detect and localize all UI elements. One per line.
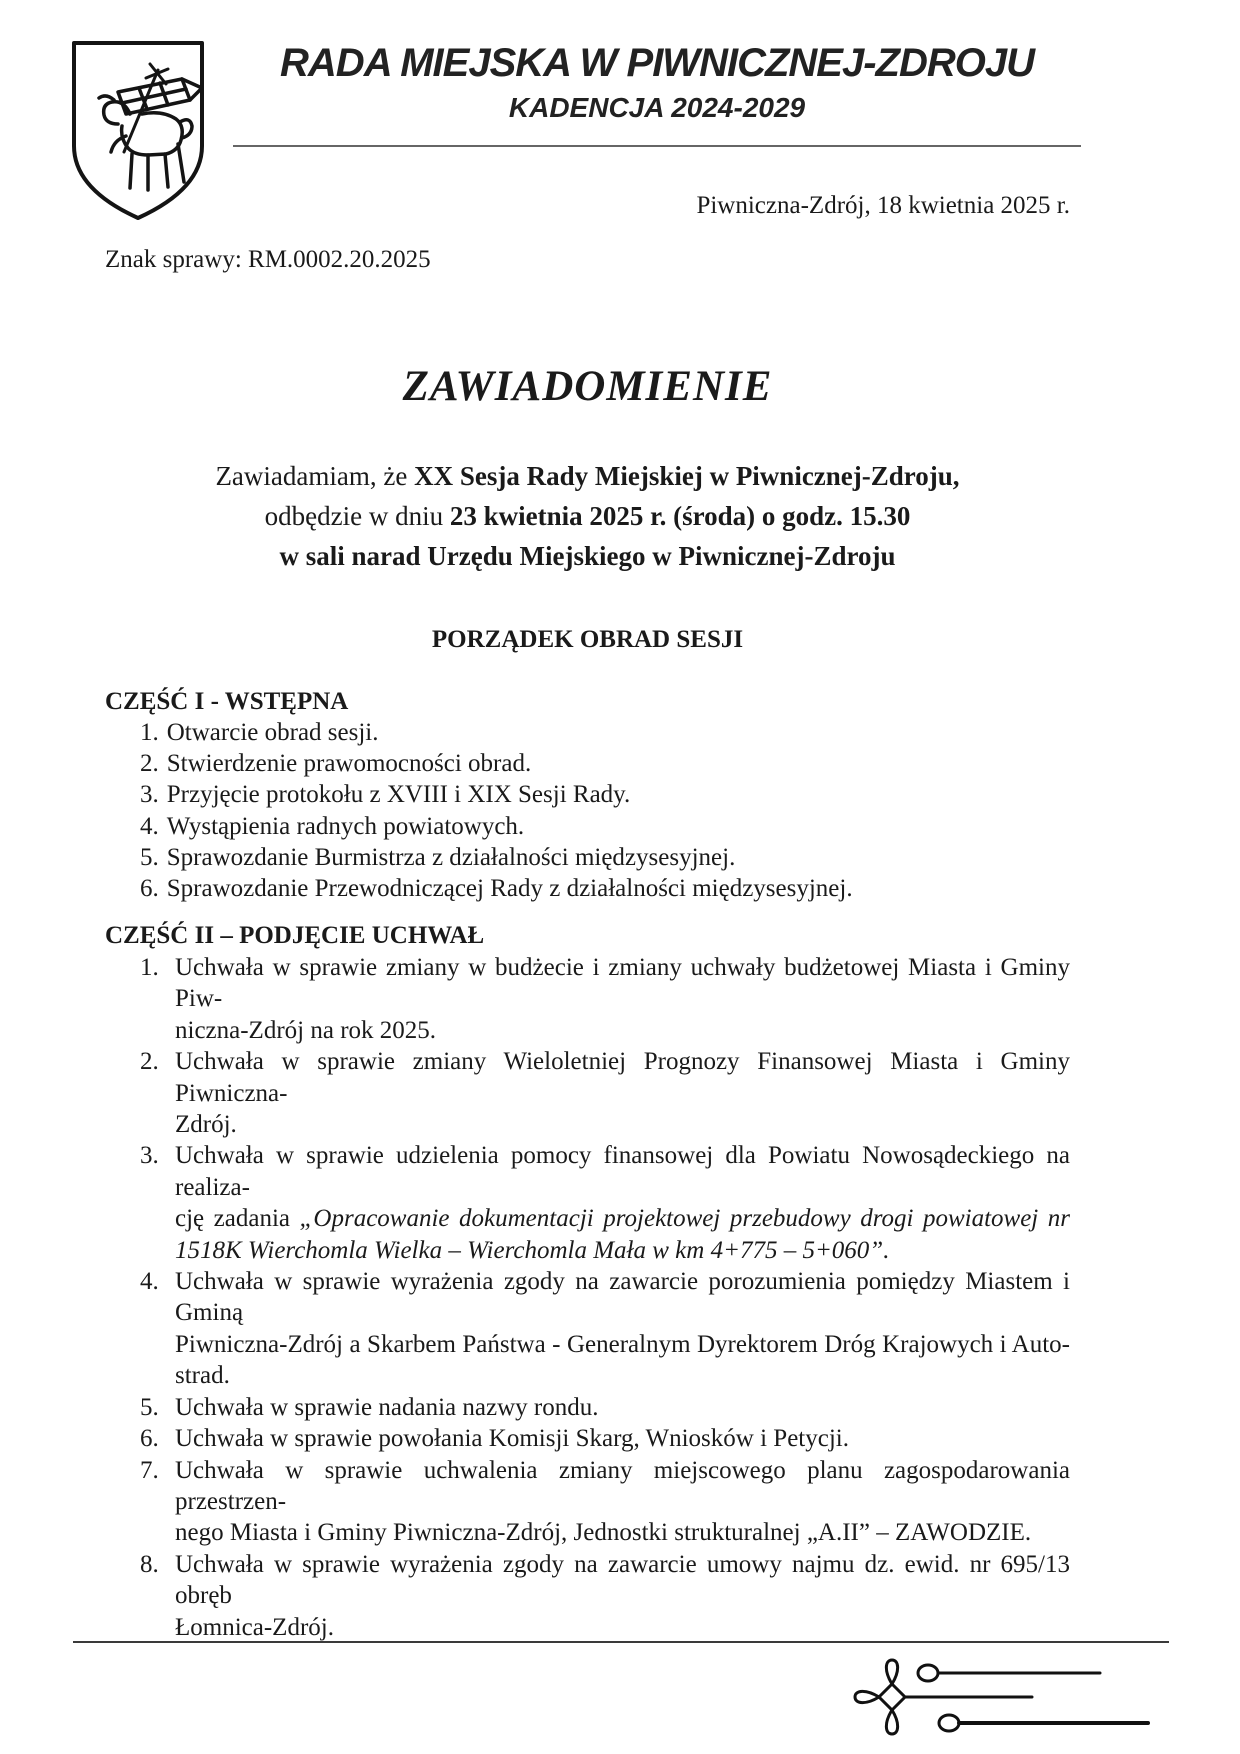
item-text xyxy=(175,1266,1070,1392)
part2-item xyxy=(140,1455,1070,1549)
part2-item xyxy=(140,1140,1070,1266)
council-title: RADA MIEJSKA W PIWNICZNEJ-ZDROJU xyxy=(280,41,1034,85)
item-number: 5. xyxy=(140,843,159,871)
item-line: Uchwała w sprawie powołania Komisji Skarg, Wniosków i Petycji. xyxy=(175,1425,849,1453)
item-line: cję zadania „Opracowanie dokumentacji projektowej przebudowy drogi powiatowej nr xyxy=(175,1205,1070,1233)
part2-item xyxy=(140,952,1070,1046)
item-line: Uchwała w sprawie nadania nazwy rondu. xyxy=(175,1393,599,1421)
item-text: Sprawozdanie Przewodniczącej Rady z działalności międzysesyjnej. xyxy=(166,875,853,903)
item-number: 3. xyxy=(140,1142,159,1170)
item-line: 1518K Wierchomla Wielka – Wierchomla Mała w km 4+775 – 5+060”. xyxy=(175,1236,890,1264)
item-number: 2. xyxy=(140,750,159,778)
item-text xyxy=(175,1392,1070,1423)
item-line: Uchwała w sprawie wyrażenia zgody na zawarcie umowy najmu dz. ewid. nr 695/13 obręb xyxy=(175,1550,1070,1610)
item-text: Przyjęcie protokołu z XVIII i XIX Sesji Rady. xyxy=(166,781,631,809)
item-text xyxy=(175,952,1070,1046)
item-line: Piwniczna-Zdrój a Skarbem Państwa - Generalnym Dyrektorem Dróg Krajowych i Auto- xyxy=(175,1330,1070,1358)
item-number: 6. xyxy=(140,1425,159,1453)
place-and-date: Piwniczna-Zdrój, 18 kwietnia 2025 r. xyxy=(696,192,1070,219)
item-text xyxy=(175,1549,1070,1643)
item-number: 4. xyxy=(140,1268,159,1296)
item-line: nego Miasta i Gminy Piwniczna-Zdrój, Jednostki strukturalnej „A.II” – ZAWODZIE. xyxy=(175,1519,1032,1547)
item-line: niczna-Zdrój na rok 2025. xyxy=(175,1016,437,1044)
part1-item xyxy=(140,717,1070,748)
part2-item xyxy=(140,1266,1070,1392)
item-text: Stwierdzenie prawomocności obrad. xyxy=(166,750,532,778)
item-line: Zdrój. xyxy=(175,1111,237,1139)
item-number: 5. xyxy=(140,1393,159,1421)
item-number: 1. xyxy=(140,719,159,746)
intro-line-3: w sali narad Urzędu Miejskiego w Piwnicznej-Zdroju xyxy=(279,541,896,571)
case-number-line xyxy=(105,246,1070,274)
notice-title: ZAWIADOMIENIE xyxy=(402,363,773,410)
council-term: KADENCJA 2024-2029 xyxy=(508,92,806,123)
part2-item xyxy=(140,1046,1070,1140)
part1-item xyxy=(140,873,1070,904)
item-line: Uchwała w sprawie udzielenia pomocy finansowej dla Powiatu Nowosądeckiego na realiza- xyxy=(175,1142,1070,1201)
item-text: Otwarcie obrad sesji. xyxy=(166,719,379,746)
item-text: Wystąpienia radnych powiatowych. xyxy=(166,812,525,840)
signature-flourish-icon xyxy=(848,1653,1192,1749)
item-number: 8. xyxy=(140,1550,159,1578)
item-line: strad. xyxy=(175,1362,230,1390)
part2-item xyxy=(140,1392,1070,1423)
letterhead xyxy=(233,42,1081,124)
item-line: Uchwała w sprawie zmiany w budżecie i zmiany uchwały budżetowej Miasta i Gminy Piw- xyxy=(175,954,1070,1013)
part2-list xyxy=(140,952,1070,1643)
case-number-value: RM.0002.20.2025 xyxy=(248,246,431,273)
item-number: 7. xyxy=(140,1456,159,1484)
part2-heading: CZĘŚĆ II – PODJĘCIE UCHWAŁ xyxy=(105,922,485,949)
intro-line-1: Zawiadamiam, że XX Sesja Rady Miejskiej w Piwnicznej-Zdroju, xyxy=(215,461,960,491)
item-text xyxy=(175,1455,1070,1549)
part2-item xyxy=(140,1549,1070,1643)
part2-item xyxy=(140,1423,1070,1454)
item-number: 1. xyxy=(140,954,159,981)
item-line: Uchwała w sprawie wyrażenia zgody na zawarcie porozumienia pomiędzy Miastem i Gminą xyxy=(175,1268,1070,1327)
part1-list xyxy=(140,717,1070,904)
item-text xyxy=(175,1423,1070,1454)
item-number: 2. xyxy=(140,1048,159,1076)
part1-item xyxy=(140,748,1070,779)
agenda-title: PORZĄDEK OBRAD SESJI xyxy=(431,626,744,653)
part1-item xyxy=(140,842,1070,873)
part1-item xyxy=(140,779,1070,810)
item-line: Łomnica-Zdrój. xyxy=(175,1613,334,1641)
part1-item xyxy=(140,811,1070,842)
letterhead-divider xyxy=(233,145,1081,147)
intro-paragraph xyxy=(105,456,1070,576)
footer-divider xyxy=(73,1641,1169,1643)
item-number: 6. xyxy=(140,875,159,903)
part1-heading: CZĘŚĆ I - WSTĘPNA xyxy=(105,688,349,715)
intro-line-2: odbędzie w dniu 23 kwietnia 2025 r. (środa) o godz. 15.30 xyxy=(264,501,911,531)
item-line: Uchwała w sprawie uchwalenia zmiany miejscowego planu zagospodarowania przestrzen- xyxy=(175,1456,1070,1515)
case-number-label: Znak sprawy: xyxy=(105,246,242,273)
item-number: 4. xyxy=(140,812,159,840)
item-line: Uchwała w sprawie zmiany Wieloletniej Prognozy Finansowej Miasta i Gminy Piwniczna- xyxy=(175,1048,1070,1107)
item-text xyxy=(175,1046,1070,1140)
item-text: Sprawozdanie Burmistrza z działalności międzysesyjnej. xyxy=(166,843,736,871)
item-text xyxy=(175,1140,1070,1266)
item-number: 3. xyxy=(140,781,159,809)
